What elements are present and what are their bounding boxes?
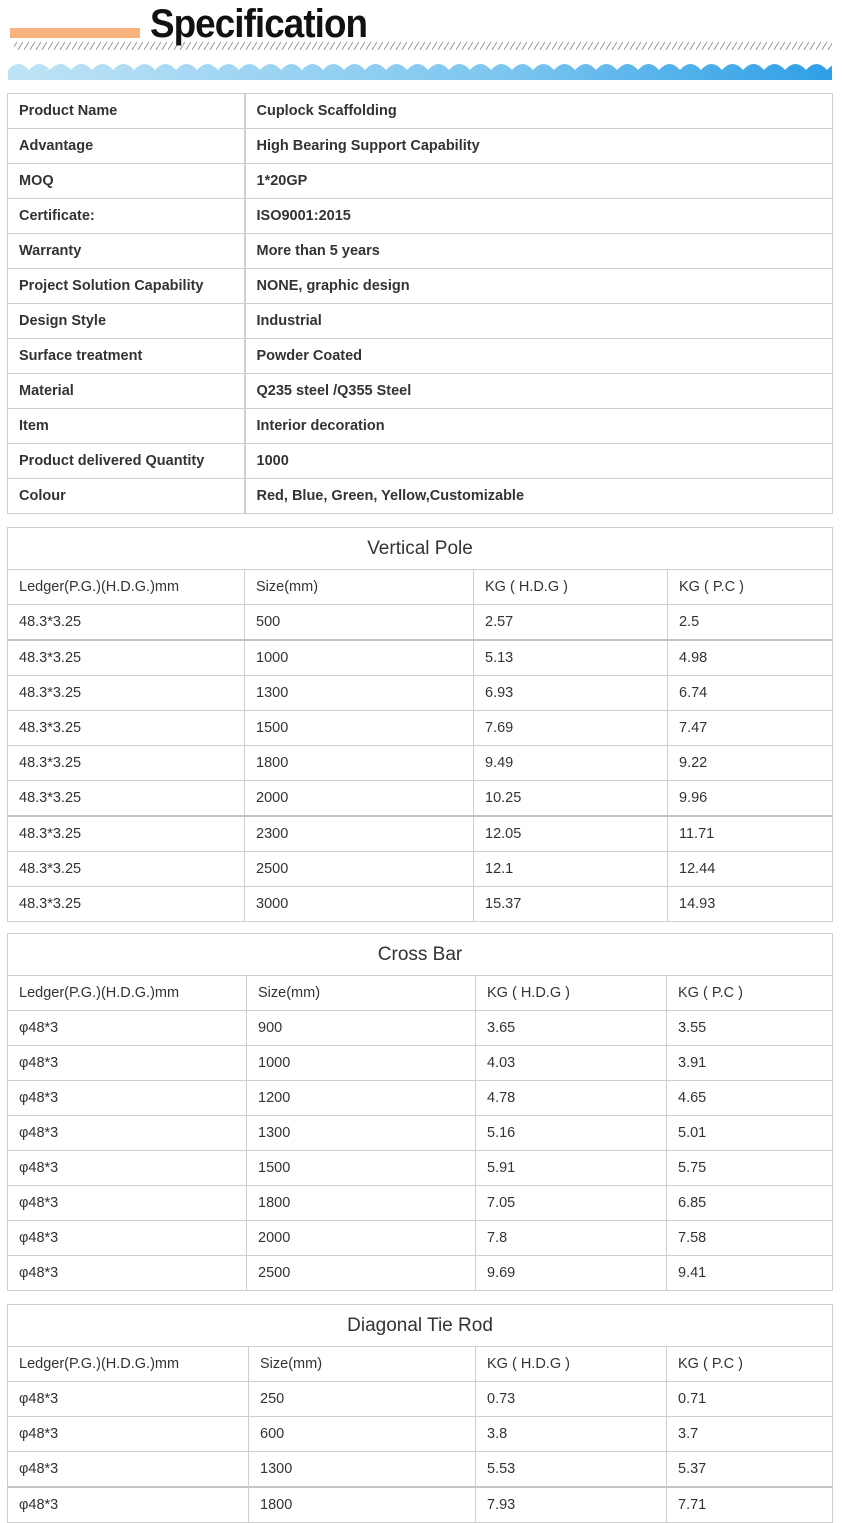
spec-key: Surface treatment bbox=[8, 339, 245, 374]
spec-key: Material bbox=[8, 374, 245, 409]
table-row bbox=[8, 1417, 833, 1452]
column-header: KG ( P.C ) bbox=[667, 1347, 833, 1382]
table-row bbox=[8, 1452, 833, 1488]
table-row bbox=[8, 1046, 833, 1081]
table-cell: 1500 bbox=[245, 711, 474, 746]
table-row bbox=[8, 676, 833, 711]
table-row bbox=[8, 887, 833, 922]
table-cell: 1500 bbox=[247, 1151, 476, 1186]
table-cell: 600 bbox=[249, 1417, 476, 1452]
table-cell: 10.25 bbox=[474, 781, 668, 817]
table-cell: φ48*3 bbox=[8, 1046, 247, 1081]
table-cell: 7.69 bbox=[474, 711, 668, 746]
table-cell: 11.71 bbox=[668, 816, 833, 852]
spec-key: Item bbox=[8, 409, 245, 444]
spec-row bbox=[8, 129, 833, 164]
table-cell: 12.1 bbox=[474, 852, 668, 887]
table-cell: 48.3*3.25 bbox=[8, 676, 245, 711]
table-cell: φ48*3 bbox=[8, 1116, 247, 1151]
table-cell: 48.3*3.25 bbox=[8, 852, 245, 887]
table-cell: 2300 bbox=[245, 816, 474, 852]
table-cell: 48.3*3.25 bbox=[8, 746, 245, 781]
table-row bbox=[8, 1011, 833, 1046]
spec-row bbox=[8, 234, 833, 269]
spec-value: Interior decoration bbox=[245, 409, 833, 444]
table-cell: 1800 bbox=[245, 746, 474, 781]
vertical-pole-rows bbox=[8, 605, 833, 922]
spec-key: Project Solution Capability bbox=[8, 269, 245, 304]
table-cell: 5.01 bbox=[667, 1116, 833, 1151]
table-cell: 5.75 bbox=[667, 1151, 833, 1186]
spec-key: Product delivered Quantity bbox=[8, 444, 245, 479]
table-cell: 14.93 bbox=[668, 887, 833, 922]
table-cell: 7.47 bbox=[668, 711, 833, 746]
table-cell: 7.8 bbox=[476, 1221, 667, 1256]
spec-key: Colour bbox=[8, 479, 245, 514]
table-cell: 4.03 bbox=[476, 1046, 667, 1081]
cross-bar-rows bbox=[8, 1011, 833, 1291]
table-cell: 48.3*3.25 bbox=[8, 887, 245, 922]
table-cell: 48.3*3.25 bbox=[8, 781, 245, 817]
table-cell: 3000 bbox=[245, 887, 474, 922]
table-cell: 3.7 bbox=[667, 1417, 833, 1452]
table-row bbox=[8, 1081, 833, 1116]
table-cell: 6.85 bbox=[667, 1186, 833, 1221]
table-cell: φ48*3 bbox=[8, 1151, 247, 1186]
spec-value: Powder Coated bbox=[245, 339, 833, 374]
spec-key: Product Name bbox=[8, 94, 245, 129]
table-cell: φ48*3 bbox=[8, 1382, 249, 1417]
spec-row bbox=[8, 479, 833, 514]
table-cell: φ48*3 bbox=[8, 1186, 247, 1221]
column-header: Size(mm) bbox=[249, 1347, 476, 1382]
spec-value: Q235 steel /Q355 Steel bbox=[245, 374, 833, 409]
spec-key: Certificate: bbox=[8, 199, 245, 234]
table-cell: 2500 bbox=[247, 1256, 476, 1291]
table-cell: 3.8 bbox=[476, 1417, 667, 1452]
column-header: KG ( H.D.G ) bbox=[474, 570, 668, 605]
column-header: KG ( P.C ) bbox=[668, 570, 833, 605]
spec-row bbox=[8, 94, 833, 129]
table-row bbox=[8, 1382, 833, 1417]
spec-row bbox=[8, 199, 833, 234]
column-header: KG ( P.C ) bbox=[667, 976, 833, 1011]
table-cell: 250 bbox=[249, 1382, 476, 1417]
vertical-pole-title: Vertical Pole bbox=[8, 528, 833, 570]
page-title: Specification bbox=[150, 2, 368, 46]
table-cell: 4.98 bbox=[668, 640, 833, 676]
table-cell: φ48*3 bbox=[8, 1256, 247, 1291]
table-cell: 1000 bbox=[247, 1046, 476, 1081]
table-cell: 1300 bbox=[249, 1452, 476, 1488]
table-cell: φ48*3 bbox=[8, 1487, 249, 1523]
diagonal-tie-rod-rows bbox=[8, 1382, 833, 1523]
spec-row bbox=[8, 374, 833, 409]
table-cell: 1800 bbox=[249, 1487, 476, 1523]
spec-value: 1000 bbox=[245, 444, 833, 479]
table-cell: 4.65 bbox=[667, 1081, 833, 1116]
spec-row bbox=[8, 444, 833, 479]
table-cell: 2.57 bbox=[474, 605, 668, 641]
column-header: KG ( H.D.G ) bbox=[476, 976, 667, 1011]
table-cell: 4.78 bbox=[476, 1081, 667, 1116]
table-row bbox=[8, 1221, 833, 1256]
table-cell: 5.13 bbox=[474, 640, 668, 676]
table-cell: 12.44 bbox=[668, 852, 833, 887]
column-header: Ledger(P.G.)(H.D.G.)mm bbox=[8, 570, 245, 605]
table-cell: 6.93 bbox=[474, 676, 668, 711]
table-row bbox=[8, 816, 833, 852]
table-row bbox=[8, 781, 833, 817]
diagonal-tie-rod-title: Diagonal Tie Rod bbox=[8, 1305, 833, 1347]
table-row bbox=[8, 605, 833, 641]
spec-value: ISO9001:2015 bbox=[245, 199, 833, 234]
table-cell: 7.05 bbox=[476, 1186, 667, 1221]
header-wave-decoration bbox=[0, 0, 842, 88]
table-cell: 12.05 bbox=[474, 816, 668, 852]
table-cell: 48.3*3.25 bbox=[8, 605, 245, 641]
table-row bbox=[8, 1151, 833, 1186]
table-cell: 2.5 bbox=[668, 605, 833, 641]
diagonal-tie-rod-table bbox=[7, 1304, 833, 1523]
table-cell: 1300 bbox=[247, 1116, 476, 1151]
table-cell: 15.37 bbox=[474, 887, 668, 922]
spec-row bbox=[8, 339, 833, 374]
table-cell: 48.3*3.25 bbox=[8, 640, 245, 676]
spec-value: More than 5 years bbox=[245, 234, 833, 269]
table-cell: 9.22 bbox=[668, 746, 833, 781]
table-cell: 9.69 bbox=[476, 1256, 667, 1291]
spec-key: Warranty bbox=[8, 234, 245, 269]
cross-bar-table bbox=[7, 933, 833, 1291]
spec-table bbox=[7, 93, 833, 514]
table-cell: φ48*3 bbox=[8, 1417, 249, 1452]
table-cell: 2000 bbox=[245, 781, 474, 817]
table-cell: 500 bbox=[245, 605, 474, 641]
table-cell: 5.53 bbox=[476, 1452, 667, 1488]
table-cell: 0.73 bbox=[476, 1382, 667, 1417]
vertical-pole-table bbox=[7, 527, 833, 922]
table-cell: 5.16 bbox=[476, 1116, 667, 1151]
spec-value: Red, Blue, Green, Yellow,Customizable bbox=[245, 479, 833, 514]
table-cell: 1800 bbox=[247, 1186, 476, 1221]
table-cell: 2000 bbox=[247, 1221, 476, 1256]
column-header: KG ( H.D.G ) bbox=[476, 1347, 667, 1382]
column-header: Ledger(P.G.)(H.D.G.)mm bbox=[8, 976, 247, 1011]
spec-key: Advantage bbox=[8, 129, 245, 164]
table-cell: 1200 bbox=[247, 1081, 476, 1116]
spec-value: 1*20GP bbox=[245, 164, 833, 199]
table-row bbox=[8, 746, 833, 781]
table-cell: 48.3*3.25 bbox=[8, 711, 245, 746]
spec-row bbox=[8, 304, 833, 339]
cross-bar-title: Cross Bar bbox=[8, 934, 833, 976]
table-cell: 9.49 bbox=[474, 746, 668, 781]
spec-value: Cuplock Scaffolding bbox=[245, 94, 833, 129]
spec-table-body bbox=[8, 94, 833, 514]
table-cell: 2500 bbox=[245, 852, 474, 887]
table-row bbox=[8, 640, 833, 676]
spec-row bbox=[8, 409, 833, 444]
table-cell: 5.91 bbox=[476, 1151, 667, 1186]
spec-header bbox=[0, 0, 842, 88]
spec-row bbox=[8, 269, 833, 304]
table-cell: φ48*3 bbox=[8, 1452, 249, 1488]
table-cell: 7.71 bbox=[667, 1487, 833, 1523]
table-cell: 5.37 bbox=[667, 1452, 833, 1488]
table-row bbox=[8, 1186, 833, 1221]
table-cell: 48.3*3.25 bbox=[8, 816, 245, 852]
table-cell: 900 bbox=[247, 1011, 476, 1046]
table-cell: φ48*3 bbox=[8, 1081, 247, 1116]
table-cell: 0.71 bbox=[667, 1382, 833, 1417]
table-cell: φ48*3 bbox=[8, 1011, 247, 1046]
table-cell: 1300 bbox=[245, 676, 474, 711]
spec-value: High Bearing Support Capability bbox=[245, 129, 833, 164]
column-header: Size(mm) bbox=[245, 570, 474, 605]
table-cell: φ48*3 bbox=[8, 1221, 247, 1256]
table-cell: 7.93 bbox=[476, 1487, 667, 1523]
table-row bbox=[8, 711, 833, 746]
table-cell: 7.58 bbox=[667, 1221, 833, 1256]
column-header: Ledger(P.G.)(H.D.G.)mm bbox=[8, 1347, 249, 1382]
table-row bbox=[8, 1487, 833, 1523]
table-cell: 6.74 bbox=[668, 676, 833, 711]
table-cell: 3.55 bbox=[667, 1011, 833, 1046]
spec-key: Design Style bbox=[8, 304, 245, 339]
spec-key: MOQ bbox=[8, 164, 245, 199]
table-row bbox=[8, 1256, 833, 1291]
table-cell: 3.65 bbox=[476, 1011, 667, 1046]
spec-value: Industrial bbox=[245, 304, 833, 339]
spec-value: NONE, graphic design bbox=[245, 269, 833, 304]
table-cell: 9.96 bbox=[668, 781, 833, 817]
table-cell: 1000 bbox=[245, 640, 474, 676]
table-row bbox=[8, 1116, 833, 1151]
table-row bbox=[8, 852, 833, 887]
column-header: Size(mm) bbox=[247, 976, 476, 1011]
table-cell: 9.41 bbox=[667, 1256, 833, 1291]
spec-row bbox=[8, 164, 833, 199]
table-cell: 3.91 bbox=[667, 1046, 833, 1081]
